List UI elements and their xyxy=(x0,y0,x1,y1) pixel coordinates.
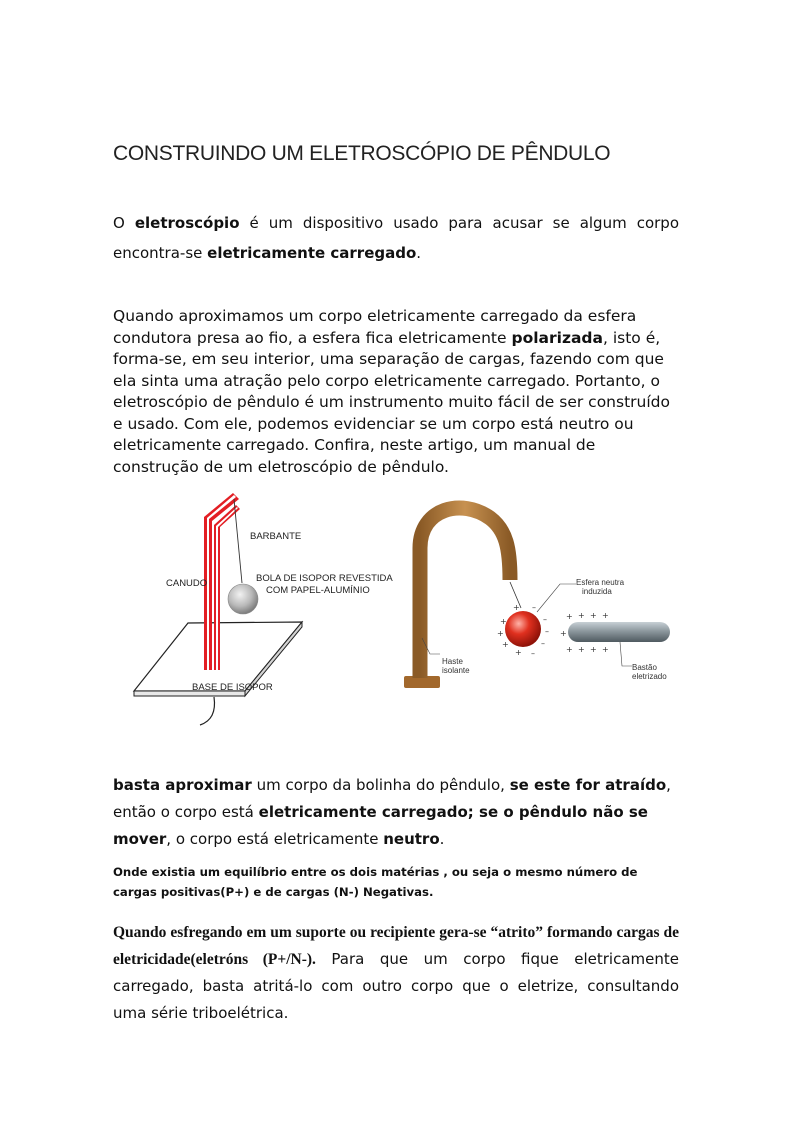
label-esfera-1: Esfera neutra xyxy=(576,578,625,587)
label-bola-1: BOLA DE ISOPOR REVESTIDA xyxy=(256,573,393,584)
explanation-paragraph xyxy=(113,306,679,478)
stand-haste xyxy=(420,508,510,678)
para4-bold-1: Quando esfregando em um suporte ou recipiente gera-se “atrito” formando cargas de eletricidade(eletróns (P+/N-). xyxy=(113,924,679,968)
neutral-sphere xyxy=(505,611,541,647)
label-esfera-2: induzida xyxy=(582,587,612,596)
page-title: CONSTRUINDO UM ELETROSCÓPIO DE PÊNDULO xyxy=(113,142,611,165)
intro-text-2: é um dispositivo usado para acusar se algum corpo encontra-se xyxy=(113,214,679,262)
string-barbante xyxy=(234,499,242,583)
leader-esfera xyxy=(537,584,576,612)
svg-text:+: + xyxy=(500,617,507,626)
para2-bold-4: neutro xyxy=(383,830,440,848)
intro-paragraph xyxy=(113,208,679,268)
para2-text-1: um corpo da bolinha do pêndulo, xyxy=(251,776,510,794)
para2-bold-3: eletricamente carregado; se o pêndulo não se mover xyxy=(113,803,648,848)
friction-paragraph xyxy=(113,919,679,1027)
label-barbante: BARBANTE xyxy=(250,531,302,542)
svg-text:–: – xyxy=(543,615,547,624)
svg-text:+: + xyxy=(578,645,585,654)
svg-text:+: + xyxy=(497,629,504,638)
svg-text:–: – xyxy=(531,649,535,658)
svg-text:+: + xyxy=(602,645,609,654)
charged-rod xyxy=(568,622,670,642)
svg-text:+: + xyxy=(560,629,567,638)
usage-paragraph xyxy=(113,772,685,853)
induction-figure xyxy=(400,498,680,698)
intro-text-3: . xyxy=(416,244,422,262)
para2-text-4: . xyxy=(439,830,445,848)
svg-text:+: + xyxy=(515,648,522,657)
label-bastao-2: eletrizado xyxy=(632,672,667,681)
leader-bastao xyxy=(620,642,632,666)
label-haste-1: Haste xyxy=(442,657,463,666)
svg-text:–: – xyxy=(532,603,536,612)
label-bastao-1: Bastão xyxy=(632,663,657,672)
intro-bold-1: eletroscópio xyxy=(134,214,240,232)
foil-ball xyxy=(228,584,258,614)
label-canudo: CANUDO xyxy=(166,578,208,589)
label-haste-2: isolante xyxy=(442,666,470,675)
intro-bold-2: eletricamente carregado xyxy=(207,244,417,262)
para4-text-1: Para que um corpo fique eletricamente carregado, basta atritá-lo com outro corpo que o eletrize, consultando uma série triboelétrica. xyxy=(113,950,679,1022)
label-bola-2: COM PAPEL-ALUMÍNIO xyxy=(266,585,370,596)
para2-bold-1: basta aproximar xyxy=(113,776,252,794)
para2-text-3: , o corpo está eletricamente xyxy=(166,830,384,848)
cable-line xyxy=(200,697,214,725)
para2-text-2: , então o corpo está xyxy=(113,776,671,821)
svg-text:+: + xyxy=(578,611,585,620)
para1-bold-1: polarizada xyxy=(511,328,603,347)
svg-text:+: + xyxy=(513,603,520,612)
svg-text:–: – xyxy=(545,627,549,636)
para2-bold-2: se este for atraído xyxy=(509,776,667,794)
svg-text:+: + xyxy=(566,612,573,621)
label-base: BASE DE ISOPOR xyxy=(192,682,273,693)
pendulum-electroscope-figure xyxy=(130,485,393,735)
svg-text:+: + xyxy=(602,611,609,620)
svg-text:+: + xyxy=(502,640,509,649)
svg-text:–: – xyxy=(541,639,545,648)
svg-text:+: + xyxy=(590,645,597,654)
para1-text-1: Quando aproximamos um corpo eletricamente carregado da esfera condutora presa ao fio, a esfera fica eletricamente xyxy=(113,307,637,347)
svg-text:+: + xyxy=(566,645,573,654)
intro-text-1: O xyxy=(113,214,135,232)
para1-text-2: , isto é, forma-se, em seu interior, uma separação de cargas, fazendo com que ela sinta uma atração pelo corpo eletricamente carregado. Portanto, o eletroscópio de pêndulo é um instrumento muito fácil de ser construído e usado. Com ele, podemos evidenciar se um corpo está neutro ou eletricamente carregado. Confira, neste artigo, um manual de construção de um eletroscópio de pêndulo. xyxy=(113,328,670,476)
svg-text:+: + xyxy=(590,611,597,620)
equilibrium-note: Onde existia um equilíbrio entre os dois matérias , ou seja o mesmo número de cargas positivas(P+) e de cargas (N-) Negativas. xyxy=(113,865,638,899)
